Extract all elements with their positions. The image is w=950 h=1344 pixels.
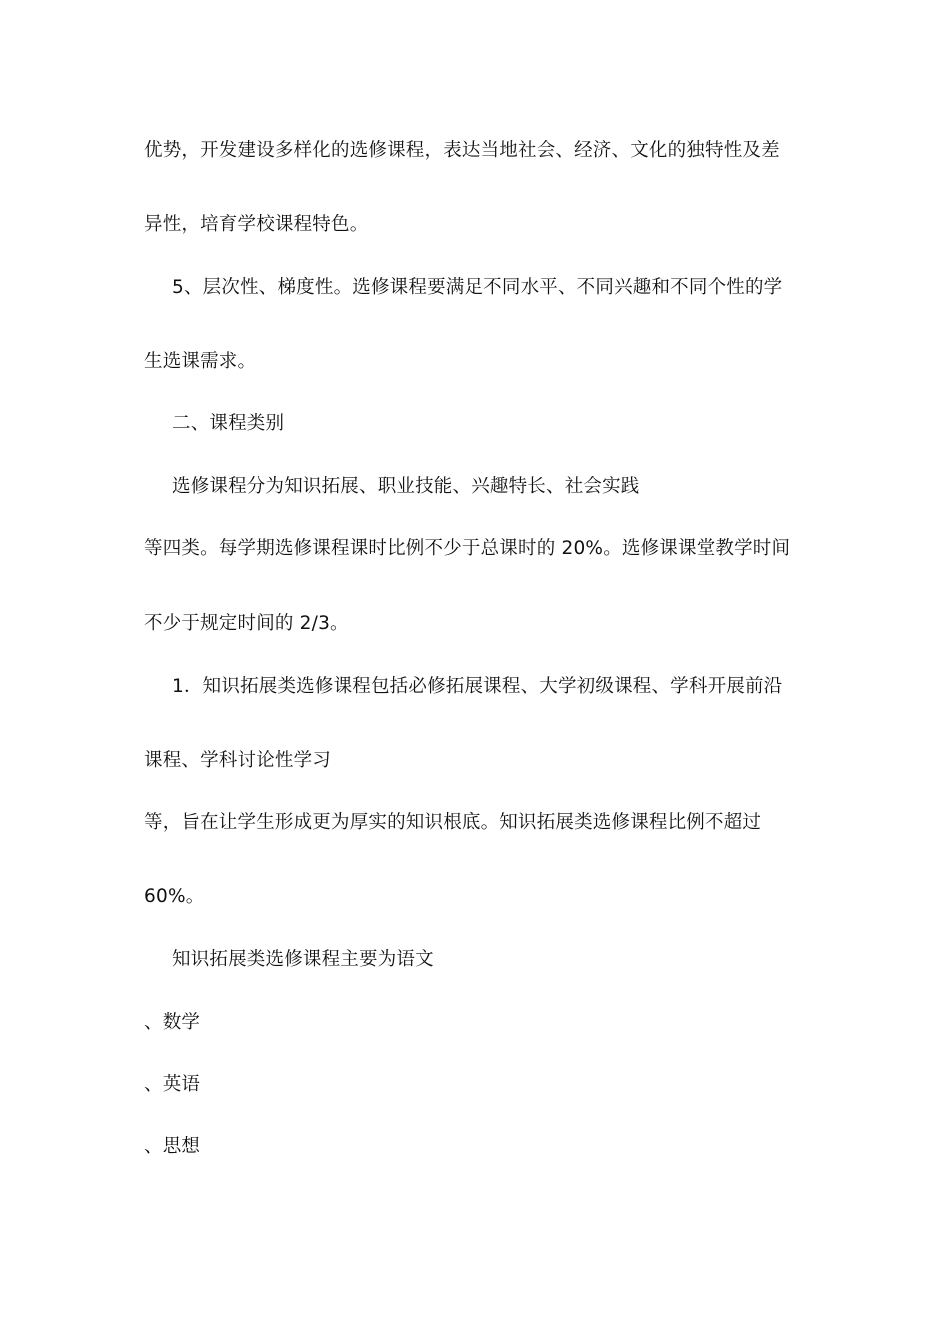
list-line-english: 、英语 <box>144 1074 201 1095</box>
paragraph-line-6: 选修课程分为知识拓展、职业技能、兴趣特长、社会实践 <box>172 476 640 497</box>
list-line-thought: 、思想 <box>144 1136 201 1157</box>
paragraph-line-7: 等四类。每学期选修课程课时比例不少于总课时的 20%。选修课课堂教学时间 <box>144 538 791 559</box>
paragraph-line-1: 优势，开发建设多样化的选修课程，表达当地社会、经济、文化的独特性及差 <box>144 140 780 161</box>
list-line-math: 、数学 <box>144 1012 201 1033</box>
paragraph-line-10: 课程、学科讨论性学习 <box>144 750 332 771</box>
paragraph-line-2: 异性，培育学校课程特色。 <box>144 214 369 235</box>
paragraph-line-8: 不少于规定时间的 2/3。 <box>144 613 349 634</box>
paragraph-line-12: 60%。 <box>144 886 205 907</box>
paragraph-line-11: 等，旨在让学生形成更为厚实的知识根底。知识拓展类选修课程比例不超过 <box>144 812 762 833</box>
section-heading: 二、课程类别 <box>172 413 285 434</box>
paragraph-line-13: 知识拓展类选修课程主要为语文 <box>172 949 434 970</box>
paragraph-line-4: 生选课需求。 <box>144 351 257 372</box>
paragraph-line-9: 1．知识拓展类选修课程包括必修拓展课程、大学初级课程、学科开展前沿 <box>172 676 783 697</box>
paragraph-line-3: 5、层次性、梯度性。选修课程要满足不同水平、不同兴趣和不同个性的学 <box>172 277 783 298</box>
